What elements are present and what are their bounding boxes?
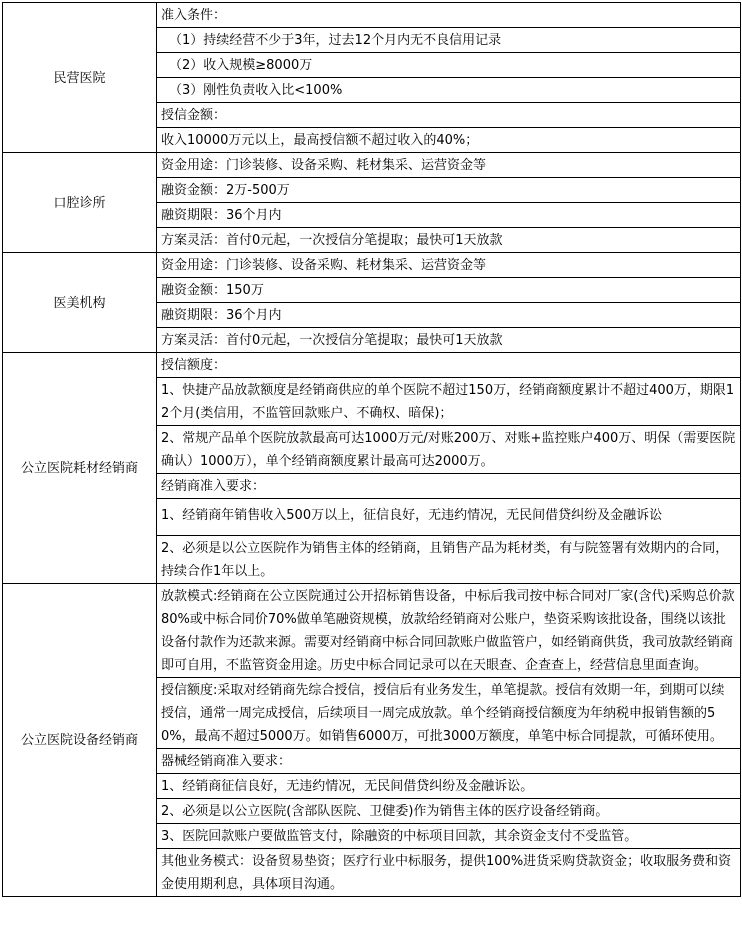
item-cell: 2、必须是以公立医院作为销售主体的经销商，且销售产品为耗材类，有与院签署有效期内的合同，持续合作1年以上。 (157, 536, 741, 584)
item-cell: 准入条件： (157, 3, 741, 28)
financing-table (2, 2, 741, 897)
table-row (3, 584, 741, 678)
item-cell: 2、必须是以公立医院(含部队医院、卫健委)作为销售主体的医疗设备经销商。 (157, 799, 741, 824)
item-cell: 经销商准入要求： (157, 474, 741, 499)
item-cell: 授信金额： (157, 103, 741, 128)
category-equipment-distributor: 公立医院设备经销商 (3, 584, 157, 897)
item-cell: （3）刚性负责收入比<100% (157, 78, 741, 103)
item-cell: 收入10000万元以上，最高授信额不超过收入的40%； (157, 128, 741, 153)
item-cell: 授信额度： (157, 353, 741, 378)
table-row (3, 353, 741, 378)
item-cell: 1、快捷产品放款额度是经销商供应的单个医院不超过150万，经销商额度累计不超过400万，期限12个月(类信用，不监管回款账户、不确权、暗保)； (157, 378, 741, 426)
item-cell: （2）收入规模≥8000万 (157, 53, 741, 78)
item-cell: 融资金额：150万 (157, 278, 741, 303)
item-cell: 1、经销商年销售收入500万以上，征信良好，无违约情况，无民间借贷纠纷及金融诉讼 (157, 499, 741, 536)
item-cell: 融资期限：36个月内 (157, 303, 741, 328)
financing-table-body (3, 3, 741, 897)
table-row (3, 253, 741, 278)
item-cell: 3、医院回款账户要做监管支付，除融资的中标项目回款，其余资金支付不受监管。 (157, 824, 741, 849)
category-aesthetic-clinic: 医美机构 (3, 253, 157, 353)
item-cell: 方案灵活：首付0元起，一次授信分笔提取；最快可1天放款 (157, 328, 741, 353)
item-cell: 资金用途：门诊装修、设备采购、耗材集采、运营资金等 (157, 153, 741, 178)
item-cell: 融资期限：36个月内 (157, 203, 741, 228)
item-cell: 其他业务模式：设备贸易垫资；医疗行业中标服务，提供100%进货采购贷款资金；收取服务费和资金使用期利息，具体项目沟通。 (157, 849, 741, 897)
item-cell: （1）持续经营不少于3年，过去12个月内无不良信用记录 (157, 28, 741, 53)
item-cell: 2、常规产品单个医院放款最高可达1000万元/对账200万、对账+监控账户400万、明保（需要医院确认）1000万），单个经销商额度累计最高可达2000万。 (157, 426, 741, 474)
item-cell: 放款模式:经销商在公立医院通过公开招标销售设备，中标后我司按中标合同对厂家(含代)采购总价款80%或中标合同价70%做单笔融资规模，放款给经销商对公账户，垫资采购该批设备，围绕以该批设备付款作为还款来源。需要对经销商中标合同回款账户做监管户，如经销商供货，我司放款经销商即可自用，不监管资金用途。历史中标合同记录可以在天眼查、企查查上，经营信息里面查询。 (157, 584, 741, 678)
item-cell: 1、经销商征信良好，无违约情况，无民间借贷纠纷及金融诉讼。 (157, 774, 741, 799)
item-cell: 授信额度:采取对经销商先综合授信，授信后有业务发生，单笔提款。授信有效期一年，到期可以续授信，通常一周完成授信，后续项目一周完成放款。单个经销商授信额度为年纳税申报销售额的50%，最高不超过5000万。如销售6000万，可批3000万额度，单笔中标合同提款，可循环使用。 (157, 678, 741, 749)
item-cell: 融资金额：2万-500万 (157, 178, 741, 203)
category-consumables-distributor: 公立医院耗材经销商 (3, 353, 157, 584)
category-dental-clinic: 口腔诊所 (3, 153, 157, 253)
table-row (3, 153, 741, 178)
item-cell: 方案灵活：首付0元起，一次授信分笔提取；最快可1天放款 (157, 228, 741, 253)
category-private-hospital: 民营医院 (3, 3, 157, 153)
item-cell: 器械经销商准入要求： (157, 749, 741, 774)
item-cell: 资金用途：门诊装修、设备采购、耗材集采、运营资金等 (157, 253, 741, 278)
table-row (3, 3, 741, 28)
